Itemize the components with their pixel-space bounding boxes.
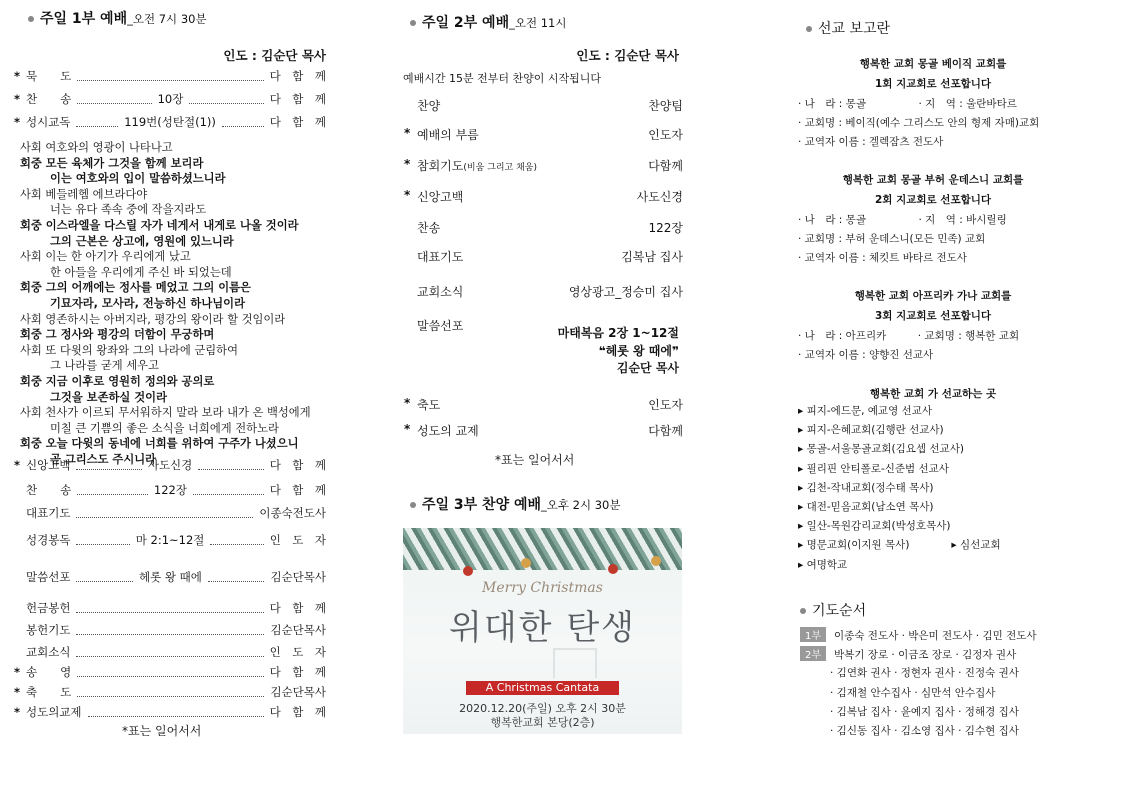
mission-title: 선교 보고란 bbox=[806, 18, 890, 38]
reading-line: 사회 영존하시는 아버지라, 평강의 왕이라 할 것임이라 bbox=[20, 312, 286, 326]
order-row bbox=[14, 505, 326, 521]
order-row bbox=[404, 188, 683, 205]
order-label-wrap bbox=[417, 248, 463, 265]
reading-line: 회중 오늘 다윗의 동네에 너희를 위하여 구주가 나셨으니 bbox=[20, 437, 299, 451]
order-label: 신앙고백 bbox=[26, 458, 71, 472]
prayer-names: · 김연화 권사 · 정현자 권사 · 진정숙 권사 bbox=[830, 667, 1019, 680]
order-row bbox=[404, 126, 683, 143]
mission-detail: · 교회명 : 부허 운데스니(모든 민족) 교회 bbox=[798, 233, 986, 245]
bullet-icon bbox=[806, 26, 812, 32]
reading-line: 사회 이는 한 아기가 우리에게 났고 bbox=[20, 250, 191, 264]
mission-detail: · 나 라 : 몽골 · 지 역 : 울란바타르 bbox=[798, 98, 1017, 110]
reading-line: 회중 모든 육체가 그것을 함께 보리라 bbox=[20, 156, 204, 170]
cantata-poster bbox=[403, 528, 682, 734]
service1-title: 주일 1부 예배_오전 7시 30분 bbox=[28, 8, 207, 28]
standing-mark: * bbox=[404, 188, 411, 202]
prayer-names: · 김재철 안수집사 · 심만석 안수집사 bbox=[830, 686, 996, 699]
standing-mark: * bbox=[404, 126, 411, 140]
support-item: ▸ 피지-에드문, 예교영 선교사 bbox=[798, 405, 932, 417]
standing-mark: * bbox=[14, 685, 21, 699]
order-person: 인도자 bbox=[648, 398, 683, 412]
order-person: 다 함 께 bbox=[269, 115, 327, 129]
dot-leader bbox=[210, 536, 263, 545]
poster-title: 위대한 탄생 bbox=[448, 608, 637, 648]
service3-title: 주일 3부 찬양 예배_오후 2시 30분 bbox=[410, 494, 620, 514]
order-label: 축 도 bbox=[26, 685, 72, 699]
order-label: 찬 송 bbox=[26, 92, 72, 106]
service2-note: 예배시간 15분 전부터 찬양이 시작됩니다 bbox=[403, 72, 601, 85]
order-row bbox=[417, 97, 683, 114]
order-label: 성도의 교제 bbox=[417, 424, 479, 438]
ornament-icon bbox=[521, 558, 531, 568]
dot-leader bbox=[222, 118, 264, 127]
mission-declaration: 1회 지교회로 선포합니다 bbox=[874, 78, 992, 90]
order-row bbox=[404, 396, 683, 413]
prayer-names: · 김신동 집사 · 김소영 집사 · 김수현 집사 bbox=[830, 725, 1019, 737]
prayer-names: · 김복남 집사 · 윤예지 집사 · 정해경 집사 bbox=[830, 705, 1019, 718]
poster-banner: A Christmas Cantata bbox=[466, 681, 619, 695]
order-detail: 119번(성탄절(1)) bbox=[124, 115, 216, 129]
dot-leader bbox=[208, 573, 265, 582]
dot-leader bbox=[189, 95, 263, 104]
order-label-wrap bbox=[404, 188, 464, 205]
reading-line: 사회 베들레헴 에브라다야 bbox=[20, 187, 148, 201]
dot-leader bbox=[76, 573, 133, 582]
dot-leader bbox=[77, 688, 264, 697]
order-row bbox=[14, 644, 326, 660]
order-person: 다 함 께 bbox=[269, 601, 326, 615]
order-person: 김복남 집사 bbox=[621, 250, 683, 264]
dot-leader bbox=[88, 708, 264, 717]
order-person: 122장 bbox=[648, 221, 683, 235]
dot-leader bbox=[76, 461, 141, 470]
poster-date: 2020.12.20(주일) 오후 2시 30분 bbox=[459, 702, 626, 715]
bullet-icon bbox=[410, 20, 416, 26]
reading-line: 그 나라를 굳게 세우고 bbox=[50, 359, 159, 373]
order-label: 대표기도 bbox=[26, 506, 71, 520]
order-person: 김순단목사 bbox=[270, 570, 326, 584]
order-row bbox=[14, 664, 326, 680]
dot-leader bbox=[77, 486, 148, 495]
mission-heading: 행복한 교회 몽골 베이직 교회를 bbox=[859, 58, 1007, 70]
prayer-row bbox=[830, 704, 1019, 719]
order-detail: 마 2:1~12절 bbox=[135, 533, 205, 547]
order-row bbox=[14, 622, 326, 638]
order-label-wrap bbox=[417, 283, 463, 300]
support-title: 행복한 교회 가 선교하는 곳 bbox=[869, 388, 997, 400]
order-label: 성경봉독 bbox=[26, 533, 71, 547]
order-label-wrap bbox=[417, 219, 440, 236]
mission-detail: · 나 라 : 아프리카 · 교회명 : 행복한 교회 bbox=[798, 330, 1020, 342]
order-detail: 10장 bbox=[157, 92, 184, 106]
sermon-preacher: 김순단 목사 bbox=[616, 361, 679, 375]
prayer-row bbox=[830, 685, 995, 700]
order-note: (비움 그리고 채움) bbox=[463, 163, 537, 173]
prayer-names: 이종숙 전도사 · 박은미 전도사 · 김민 전도사 bbox=[834, 630, 1037, 642]
order-row bbox=[14, 114, 326, 130]
sermon-reference: 마태복음 2장 1~12절 bbox=[557, 326, 679, 340]
standing-mark: * bbox=[14, 115, 21, 129]
dot-leader bbox=[76, 536, 129, 545]
reading-line: 한 아들을 우리에게 주신 바 되었는데 bbox=[50, 265, 232, 279]
order-row bbox=[417, 283, 683, 300]
order-detail: 헤롯 왕 때에 bbox=[139, 570, 202, 584]
stable-icon bbox=[553, 648, 597, 678]
dot-leader bbox=[76, 626, 264, 635]
order-person: 인 도 자 bbox=[269, 533, 327, 547]
dot-leader bbox=[193, 486, 264, 495]
order-person: 인도자 bbox=[648, 128, 683, 142]
bullet-icon bbox=[28, 16, 34, 22]
reading-line: 그것을 보존하실 것이라 bbox=[50, 390, 167, 404]
order-row bbox=[14, 457, 326, 473]
reading-line: 이는 여호와의 입이 말씀하셨느니라 bbox=[50, 172, 226, 186]
ornament-icon bbox=[608, 564, 618, 574]
order-person: 김순단목사 bbox=[270, 623, 326, 637]
mission-heading: 행복한 교회 몽골 부허 운데스니 교회를 bbox=[842, 174, 1024, 186]
order-detail: 122장 bbox=[153, 483, 187, 497]
order-person: 영상광고_정승미 집사 bbox=[568, 285, 683, 299]
order-row bbox=[14, 91, 326, 107]
dot-leader bbox=[198, 461, 263, 470]
order-row bbox=[14, 684, 326, 700]
reading-line: 사회 천사가 이르되 무서워하지 말라 보라 내가 온 백성에게 bbox=[20, 406, 311, 420]
standing-mark: * bbox=[14, 69, 21, 83]
service1-leader: 인도 : 김순단 목사 bbox=[223, 48, 326, 63]
service2-leader: 인도 : 김순단 목사 bbox=[576, 48, 679, 63]
service-tag: 1부 bbox=[800, 627, 826, 642]
ornament-icon bbox=[463, 566, 473, 576]
order-row bbox=[404, 157, 683, 174]
support-item: ▸ 대전-믿음교회(남소연 목사) bbox=[798, 501, 934, 513]
order-label-wrap bbox=[417, 97, 440, 114]
responsive-reading bbox=[20, 140, 330, 467]
pine-branch-decoration bbox=[403, 528, 682, 570]
standing-mark: * bbox=[14, 705, 21, 719]
dot-leader bbox=[77, 72, 263, 81]
order-label-wrap bbox=[404, 422, 479, 439]
poster-merry-christmas: Merry Christmas bbox=[482, 580, 603, 596]
order-person: 다 함 께 bbox=[269, 458, 327, 472]
order-label: 성시교독 bbox=[26, 115, 71, 129]
dot-leader bbox=[76, 509, 253, 518]
order-label: 송 영 bbox=[26, 665, 72, 679]
reading-line: 그의 근본은 상고에, 영원에 있느니라 bbox=[50, 234, 234, 248]
order-person: 다 함 께 bbox=[269, 483, 327, 497]
order-row bbox=[14, 532, 326, 548]
order-label: 찬송 bbox=[417, 221, 441, 235]
prayer-row bbox=[830, 665, 1019, 680]
standing-mark: * bbox=[404, 396, 411, 410]
service2-footnote: *표는 일어서서 bbox=[495, 453, 575, 467]
order-person: 다 함 께 bbox=[269, 705, 326, 719]
order-label: 교회소식 bbox=[417, 285, 464, 299]
mission-detail: · 교역자 이름 : 체킷트 바타르 전도사 bbox=[798, 252, 967, 264]
service1-footnote: *표는 일어서서 bbox=[122, 724, 202, 738]
reading-line: 곧 그리스도 주시니라 bbox=[50, 452, 157, 466]
order-person: 사도신경 bbox=[636, 190, 683, 204]
prayer-row bbox=[800, 627, 1037, 643]
standing-mark: * bbox=[14, 92, 21, 106]
mission-heading: 행복한 교회 아프리카 가나 교회를 bbox=[854, 290, 1012, 302]
support-item: ▸ 몽골-서울몽골교회(김요셉 선교사) bbox=[798, 443, 964, 456]
dot-leader bbox=[76, 648, 263, 657]
order-row bbox=[417, 248, 683, 265]
support-item: ▸ 피지-은혜교회(김행란 선교사) bbox=[798, 424, 944, 437]
order-label: 성도의교제 bbox=[26, 705, 82, 719]
service-tag: 2부 bbox=[800, 646, 826, 661]
order-label: 묵 도 bbox=[26, 69, 72, 83]
reading-line: 기묘자라, 모사라, 전능하신 하나님이라 bbox=[50, 296, 245, 310]
support-item: ▸ 명문교회(이지원 목사) ▸ 심선교회 bbox=[798, 539, 1001, 552]
service2-title: 주일 2부 예배_오전 11시 bbox=[410, 12, 566, 32]
order-label: 찬 송 bbox=[26, 483, 72, 497]
order-row bbox=[14, 600, 326, 616]
prayer-title: 기도순서 bbox=[800, 600, 866, 620]
order-row bbox=[404, 422, 683, 439]
order-label-wrap bbox=[404, 126, 479, 143]
order-person: 찬양팀 bbox=[648, 99, 683, 113]
standing-mark: * bbox=[14, 665, 21, 679]
reading-line: 회중 그의 어깨에는 정사를 메었고 그의 이름은 bbox=[20, 281, 251, 295]
mission-detail: · 나 라 : 몽골 · 지 역 : 바시릴링 bbox=[798, 214, 1007, 226]
prayer-row bbox=[830, 723, 1019, 738]
order-person: 다 함 께 bbox=[269, 69, 326, 83]
order-person: 다함께 bbox=[648, 159, 683, 173]
order-label: 신앙고백 bbox=[417, 190, 464, 204]
order-person: 인 도 자 bbox=[269, 645, 326, 659]
order-label-wrap bbox=[417, 317, 463, 334]
order-row bbox=[14, 482, 326, 498]
reading-line: 사회 또 다윗의 왕좌와 그의 나라에 군림하여 bbox=[20, 343, 238, 357]
support-item: ▸ 필리핀 안티폴로-신준범 선교사 bbox=[798, 462, 949, 475]
order-label: 축도 bbox=[417, 398, 441, 412]
bullet-icon bbox=[800, 608, 806, 614]
order-person: 다함께 bbox=[648, 424, 683, 438]
order-label: 말씀선포 bbox=[417, 319, 464, 333]
prayer-row bbox=[800, 646, 1016, 662]
order-person: 김순단목사 bbox=[270, 685, 326, 699]
support-item: ▸ 여명학교 bbox=[798, 558, 848, 571]
order-person: 이종숙전도사 bbox=[259, 506, 326, 520]
poster-place: 행복한교회 본당(2층) bbox=[490, 716, 595, 729]
ornament-icon bbox=[651, 556, 661, 566]
prayer-names: 박복기 장로 · 이금조 장로 · 김정자 권사 bbox=[834, 649, 1017, 662]
order-label-wrap bbox=[404, 396, 441, 413]
order-row bbox=[14, 704, 326, 720]
reading-line: 회중 지금 이후로 영원히 정의와 공의로 bbox=[20, 374, 215, 388]
order-label: 말씀선포 bbox=[26, 570, 71, 584]
order-label: 교회소식 bbox=[26, 645, 71, 659]
mission-detail: · 교역자 이름 : 겔렉잠츠 전도사 bbox=[798, 136, 944, 148]
order-label: 참회기도 bbox=[417, 159, 464, 173]
standing-mark: * bbox=[404, 422, 411, 436]
bullet-icon bbox=[410, 502, 416, 508]
mission-detail: · 교회명 : 베이직(예수 그리스도 안의 형제 자매)교회 bbox=[798, 117, 1040, 129]
order-label: 봉헌기도 bbox=[26, 623, 71, 637]
reading-line: 회중 그 정사와 평강의 더함이 무궁하며 bbox=[20, 328, 215, 342]
dot-leader bbox=[77, 668, 263, 677]
dot-leader bbox=[76, 118, 118, 127]
reading-line: 미칠 큰 기쁨의 좋은 소식을 너희에게 전하노라 bbox=[50, 421, 279, 435]
order-person: 다 함 께 bbox=[269, 665, 326, 679]
order-row bbox=[417, 219, 683, 236]
order-label: 헌금봉헌 bbox=[26, 601, 71, 615]
standing-mark: * bbox=[14, 458, 21, 472]
reading-line: 너는 유다 족속 중에 작을지라도 bbox=[50, 203, 207, 217]
mission-declaration: 3회 지교회로 선포합니다 bbox=[874, 310, 992, 322]
order-label: 예배의 부름 bbox=[417, 128, 479, 142]
order-label: 대표기도 bbox=[417, 250, 464, 264]
order-detail: 사도신경 bbox=[147, 458, 193, 472]
dot-leader bbox=[77, 95, 151, 104]
order-label-wrap bbox=[404, 157, 537, 174]
order-person: 다 함 께 bbox=[269, 92, 327, 106]
reading-line: 회중 이스라엘을 다스릴 자가 네게서 내게로 나올 것이라 bbox=[20, 218, 299, 232]
order-label: 찬양 bbox=[417, 99, 441, 113]
support-item: ▸ 일산-목원감리교회(박성호목사) bbox=[798, 520, 951, 533]
mission-declaration: 2회 지교회로 선포합니다 bbox=[874, 194, 992, 206]
sermon-title: ❝헤롯 왕 때에❞ bbox=[598, 344, 679, 358]
mission-detail: · 교역자 이름 : 양향진 선교사 bbox=[798, 349, 934, 361]
support-item: ▸ 김천-작내교회(정수태 목사) bbox=[798, 481, 934, 494]
order-row bbox=[14, 68, 326, 84]
reading-line: 사회 여호와의 영광이 나타나고 bbox=[20, 141, 173, 154]
dot-leader bbox=[76, 604, 263, 613]
standing-mark: * bbox=[404, 157, 411, 171]
order-row bbox=[14, 569, 326, 585]
